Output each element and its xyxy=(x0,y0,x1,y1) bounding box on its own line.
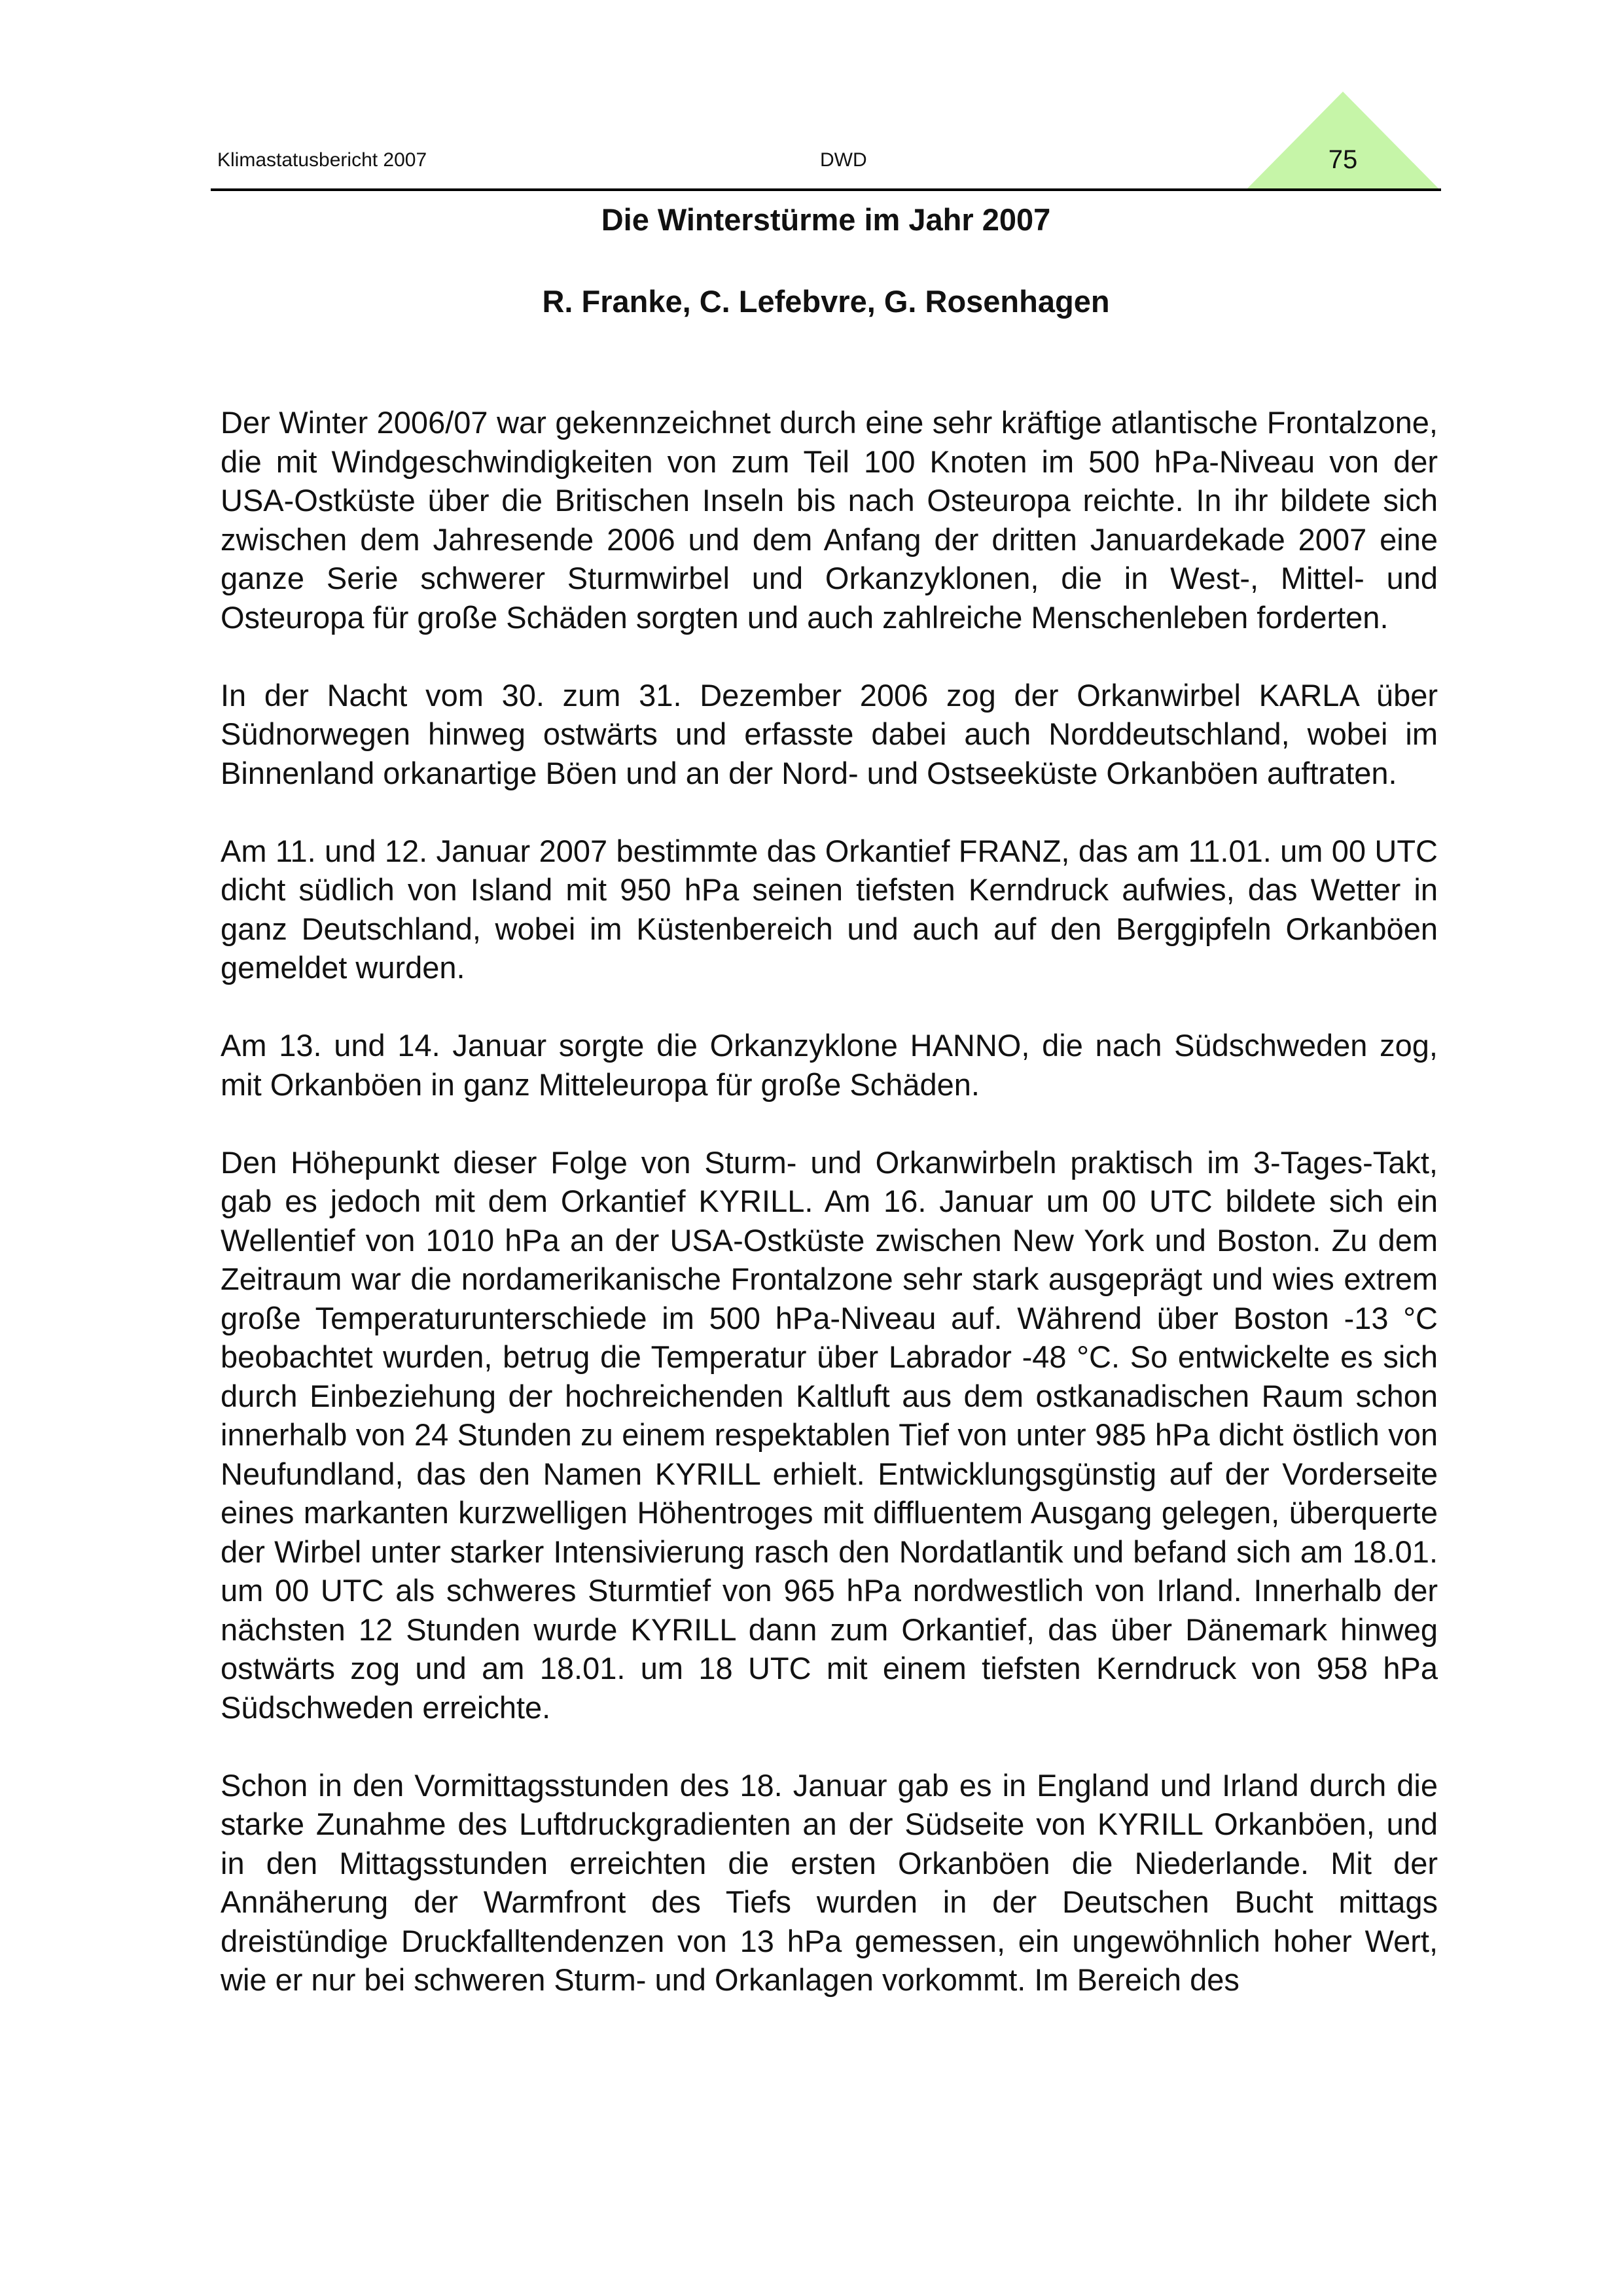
publisher-label: DWD xyxy=(820,149,867,171)
paragraph: Der Winter 2006/07 war gekennzeichnet durch eine sehr kräftige atlantische Frontalzone, die mit Windgeschwindigkeiten von zum Teil 100 Knoten im 500 hPa-Niveau von der USA-Ostküste über die Britischen Inseln bis nach Osteuropa reichte. In ihr bildete sich zwischen dem Jahresende 2006 und dem Anfang der dritten Januardekade 2007 eine ganze Serie schwerer Sturmwirbel und Orkanzyklonen, die in West-, Mittel- und Osteuropa für große Schäden sorgten und auch zahlreiche Menschenleben forderten. xyxy=(221,405,1438,635)
article-title: Die Winterstürme im Jahr 2007 xyxy=(601,202,1051,237)
paragraph: In der Nacht vom 30. zum 31. Dezember 2006 zog der Orkanwirbel KARLA über Südnorwegen hinweg ostwärts und erfasste dabei auch Norddeutschland, wobei im Binnenland orkanartige Böen und an der Nord- und Ostseeküste Orkanböen auftraten. xyxy=(221,677,1438,790)
paragraph: Am 13. und 14. Januar sorgte die Orkanzyklone HANNO, die nach Südschweden zog, mit Orkanböen in ganz Mitteleuropa für große Schäden. xyxy=(221,1028,1438,1102)
header-rule xyxy=(211,188,1441,191)
paragraph: Am 11. und 12. Januar 2007 bestimmte das Orkantief FRANZ, das am 11.01. um 00 UTC dicht südlich von Island mit 950 hPa seinen tiefsten Kerndruck aufwies, das Wetter in ganz Deutschland, wobei im Küstenbereich und auch auf den Berggipfeln Orkanböen gemeldet wurden. xyxy=(221,833,1438,985)
page-header xyxy=(211,92,1441,196)
paragraph: Schon in den Vormittagsstunden des 18. Januar gab es in England und Irland durch die starke Zunahme des Luftdruckgradienten an der Südseite von KYRILL Orkanböen, und in den Mittagsstunden erreichten die ersten Orkanböen die Niederlande. Mit der Annäherung der Warmfront des Tiefs wurden in der Deutschen Bucht mittags dreistündige Druckfalltendenzen von 13 hPa gemessen, ein ungewöhnlich hoher Wert, wie er nur bei schweren Sturm- und Orkanlagen vorkommt. Im Bereich des xyxy=(221,1767,1438,1997)
triangle-shape xyxy=(1245,92,1441,191)
running-title: Klimastatusbericht 2007 xyxy=(217,149,427,171)
page-number-triangle xyxy=(1245,92,1441,191)
article-body xyxy=(221,403,1438,2038)
article-authors: R. Franke, C. Lefebvre, G. Rosenhagen xyxy=(542,284,1110,319)
page-number: 75 xyxy=(1328,145,1358,174)
paragraph: Den Höhepunkt dieser Folge von Sturm- und Orkanwirbeln praktisch im 3-Tages-Takt, gab es jedoch mit dem Orkantief KYRILL. Am 16. Januar um 00 UTC bildete sich ein Wellentief von 1010 hPa an der USA-Ostküste zwischen New York und Boston. Zu dem Zeitraum war die nordamerikanische Frontalzone sehr stark ausgeprägt und wies extrem große Temperaturunterschiede im 500 hPa-Niveau auf. Während über Boston -13 °C beobachtet wurden, betrug die Temperatur über Labrador -48 °C. So entwickelte es sich durch Einbeziehung der hochreichenden Kaltluft aus dem ostkanadischen Raum schon innerhalb von 24 Stunden zu einem respektablen Tief von unter 985 hPa dicht östlich von Neufundland, das den Namen KYRILL erhielt. Entwicklungsgünstig auf der Vorderseite eines markanten kurzwelligen Höhentroges mit diffluentem Ausgang gelegen, überquerte der Wirbel unter starker Intensivierung rasch den Nordatlantik und befand sich am 18.01. um 00 UTC als schweres Sturmtief von 965 hPa nordwestlich von Irland. Innerhalb der nächsten 12 Stunden wurde KYRILL dann zum Orkantief, das über Dänemark hinweg ostwärts zog und am 18.01. um 18 UTC mit einem tiefsten Kerndruck von 958 hPa Südschweden erreichte. xyxy=(221,1144,1438,1725)
